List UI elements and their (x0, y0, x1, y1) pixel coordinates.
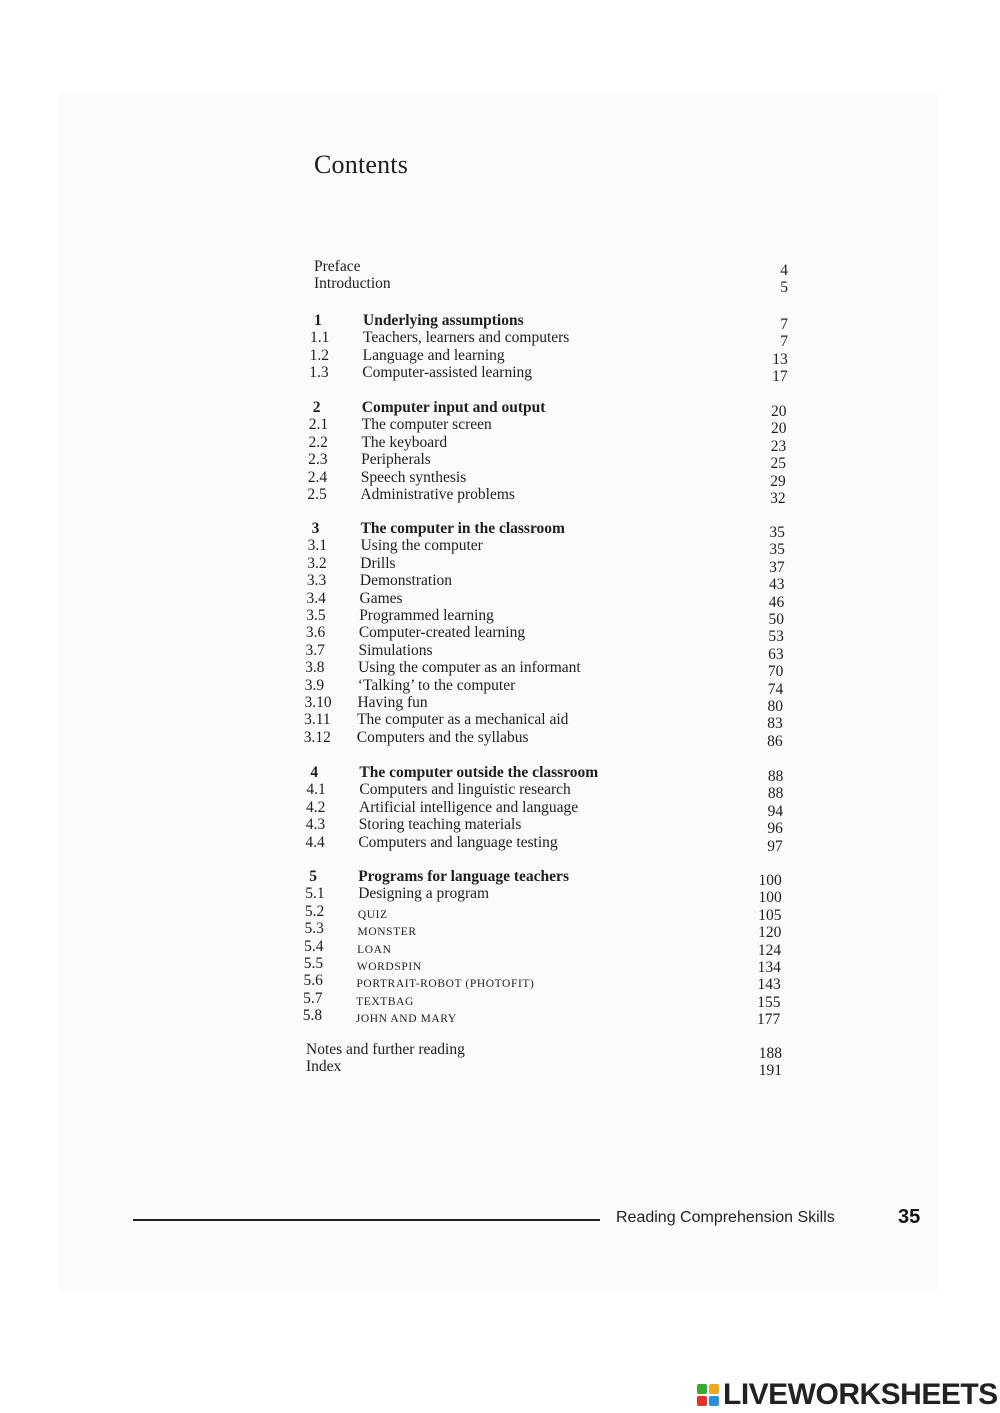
toc-entry-page: 5 (780, 279, 788, 297)
toc-entry-number: 3.5 (306, 607, 326, 624)
toc-entry-title: Programs for language teachers (358, 868, 569, 885)
toc-entry-number: 5.2 (304, 902, 325, 920)
toc-entry-title: Computer-assisted learning (362, 364, 533, 382)
toc-entry-number: 4.2 (306, 798, 326, 816)
toc-entry-page: 134 (757, 959, 781, 976)
toc-entry-number: 3.12 (303, 728, 331, 746)
toc-entry-number: 1.3 (309, 364, 329, 382)
toc-entry-number: 5 (309, 868, 317, 885)
toc-entry-title: WORDSPIN (356, 961, 422, 973)
toc-entry-page: 20 (770, 420, 787, 438)
toc-entry-page: 120 (758, 924, 782, 942)
toc-entry-page: 143 (757, 976, 781, 994)
toc-entry-page: 7 (780, 316, 788, 333)
toc-entry-title: Speech synthesis (360, 468, 467, 486)
logo-square-blue (709, 1396, 719, 1406)
footer-page-number: 35 (898, 1206, 921, 1228)
toc-entry-number: 3.10 (304, 694, 332, 711)
toc-entry-title: LOAN (357, 943, 392, 956)
toc-entry-page: 35 (769, 541, 785, 559)
toc-entry-number: 1.2 (309, 346, 330, 364)
toc-entry-page: 88 (767, 785, 784, 803)
logo-square-red (697, 1396, 707, 1406)
toc-entry-number: 4 (310, 764, 319, 781)
toc-entry-page: 88 (767, 768, 784, 785)
toc-entry-title: MONSTER (357, 926, 417, 939)
toc-entry-page: 46 (768, 593, 785, 611)
toc-entry-title: The computer in the classroom (360, 520, 565, 537)
toc-entry-title: Teachers, learners and computers (363, 329, 570, 347)
toc-entry-page: 155 (757, 993, 781, 1011)
toc-entry-number: 5.5 (303, 955, 324, 972)
toc-entry-page: 83 (767, 715, 783, 733)
toc-entry-number: 2.3 (308, 451, 328, 469)
toc-entry-title: PORTRAIT-ROBOT (PHOTOFIT) (356, 978, 535, 991)
toc-entry-number: 1.1 (310, 329, 330, 347)
toc-entry-page: 100 (758, 872, 782, 889)
toc-entry-title: Using the computer as an informant (358, 659, 581, 677)
toc-entry-title: Computers and the syllabus (356, 728, 529, 746)
toc-entry-title: Using the computer (360, 537, 483, 555)
toc-entry-title: Having fun (357, 694, 428, 711)
liveworksheets-logo (697, 1378, 998, 1412)
toc-entry-page: 100 (758, 889, 782, 907)
toc-entry-title: Peripherals (361, 451, 431, 469)
toc-entry-number: 4.1 (306, 781, 326, 799)
toc-entry-title: Computers and linguistic research (359, 781, 571, 799)
toc-entry-page: 74 (767, 680, 784, 698)
footer-book-title: Reading Comprehension Skills (616, 1209, 835, 1226)
toc-entry-number: 2.5 (307, 486, 327, 503)
toc-entry-page: 177 (757, 1011, 781, 1029)
logo-square-orange (709, 1384, 719, 1394)
toc-entry-title: Drills (360, 554, 396, 572)
toc-entry-title: Programmed learning (359, 607, 494, 624)
toc-entry-page: 37 (769, 558, 785, 576)
liveworksheets-logo-text: LIVEWORKSHEETS (723, 1378, 998, 1411)
toc-entry-number: 2 (312, 399, 321, 416)
toc-entry-title: Artificial intelligence and language (359, 798, 579, 816)
toc-entry-number: 5.6 (303, 972, 323, 990)
toc-entry-title: Language and learning (362, 346, 505, 364)
toc-entry-number: 3.9 (304, 676, 325, 694)
toc-entry-title: QUIZ (357, 908, 388, 921)
toc-entry-number: 3.8 (305, 659, 325, 677)
toc-entry-title: Games (359, 589, 403, 607)
toc-entry-title: Underlying assumptions (363, 312, 524, 329)
toc-entry-title: ‘Talking’ to the computer (357, 676, 516, 694)
toc-entry-title: Introduction (314, 275, 391, 293)
toc-entry-title: Storing teaching materials (358, 816, 522, 834)
toc-entry-number: 2.1 (308, 416, 329, 434)
toc-entry-page: 53 (768, 628, 784, 646)
toc-entry-title: Index (306, 1058, 342, 1076)
toc-entry-title: Notes and further reading (306, 1041, 465, 1058)
toc-entry-page: 70 (767, 663, 784, 681)
toc-entry-title: The computer screen (361, 416, 492, 434)
toc-entry-title: Administrative problems (360, 486, 515, 503)
toc-entry-number: 3.2 (307, 554, 327, 572)
toc-entry-page: 20 (770, 403, 787, 420)
toc-entry-page: 97 (767, 837, 783, 855)
toc-entry-page: 29 (770, 472, 786, 490)
logo-square-green (697, 1384, 707, 1394)
toc-entry-number: 4.4 (305, 833, 325, 851)
footer-rule (133, 1219, 600, 1221)
toc-entry-page: 86 (767, 732, 783, 750)
toc-entry-number: 3.4 (306, 589, 326, 607)
toc-entry-number: 5.8 (302, 1007, 323, 1025)
toc-entry-number: 3.11 (304, 711, 331, 729)
toc-entry-title: Designing a program (358, 885, 490, 903)
page-title: Contents (314, 150, 409, 179)
toc-entry-number: 5.1 (305, 885, 325, 903)
toc-entry-number: 3.7 (305, 641, 325, 659)
toc-entry-number: 5.4 (304, 937, 324, 955)
toc-entry-page: 25 (770, 455, 787, 473)
toc-entry-number: 3 (311, 520, 320, 537)
toc-entry-title: JOHN AND MARY (355, 1013, 457, 1026)
toc-entry-page: 43 (768, 576, 785, 594)
toc-entry-page: 4 (780, 262, 788, 279)
toc-entry-title: TEXTBAG (356, 995, 414, 1008)
toc-entry-page: 80 (767, 698, 783, 715)
toc-entry-number: 1 (314, 312, 322, 329)
toc-entry-page: 124 (757, 941, 782, 959)
toc-entry-page: 188 (758, 1045, 782, 1062)
toc-entry-page: 94 (767, 802, 784, 820)
toc-entry-page: 96 (767, 820, 783, 838)
toc-entry-title: Demonstration (359, 572, 453, 590)
toc-entry-number: 3.6 (305, 624, 326, 642)
toc-entry-page: 63 (768, 645, 784, 663)
toc-entry-number: 5.7 (303, 989, 323, 1007)
toc-entry-number: 5.3 (304, 920, 324, 938)
toc-entry-page: 32 (770, 490, 786, 507)
toc-entry-page: 35 (769, 524, 785, 541)
toc-entry-title: Preface (314, 258, 361, 275)
toc-entry-number: 3.3 (306, 572, 327, 590)
toc-entry-page: 191 (758, 1062, 782, 1080)
toc-entry-title: The computer outside the classroom (359, 764, 599, 781)
toc-entry-number: 3.1 (307, 537, 327, 555)
toc-entry-page: 7 (780, 333, 788, 351)
toc-entry-page: 13 (772, 350, 788, 368)
toc-entry-title: Simulations (358, 641, 433, 659)
toc-entry-title: Computers and language testing (358, 833, 558, 851)
toc-entry-page: 23 (770, 437, 787, 455)
toc-entry-number: 2.4 (307, 468, 328, 486)
toc-entry-title: The keyboard (361, 433, 448, 451)
toc-entry-title: Computer input and output (361, 399, 546, 416)
toc-entry-title: The computer as a mechanical aid (357, 711, 569, 729)
toc-entry-number: 2.2 (308, 433, 328, 451)
liveworksheets-logo-icon (697, 1384, 719, 1406)
toc-entry-title: Computer-created learning (358, 624, 526, 642)
toc-entry-number: 4.3 (305, 816, 326, 834)
toc-entry-page: 17 (772, 368, 788, 386)
toc-entry-page: 105 (758, 906, 782, 924)
toc-entry-page: 50 (768, 611, 785, 628)
